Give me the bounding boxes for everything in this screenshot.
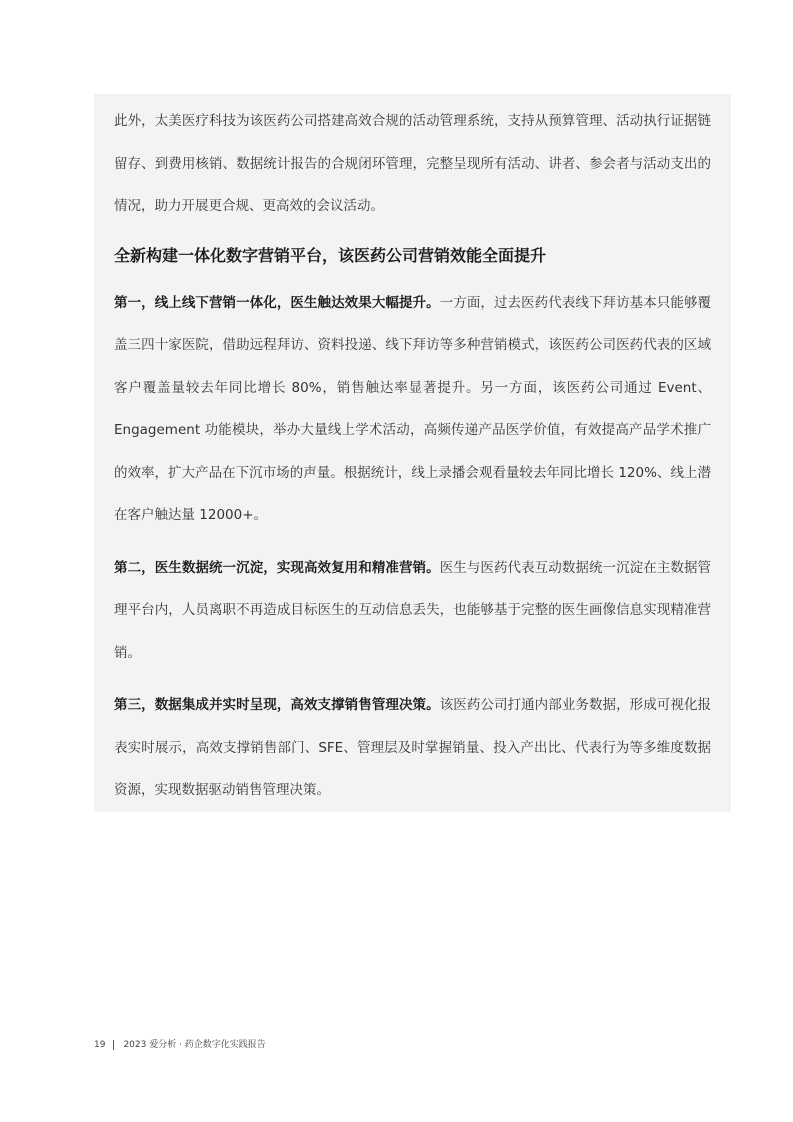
report-title: 2023 爱分析 · 药企数字化实践报告 [123,1040,266,1050]
point-1-body: 一方面，过去医药代表线下拜访基本只能够覆盖三四十家医院，借助远程拜访、资料投递、线下拜访等多种营销模式，该医药公司医药代表的区域客户覆盖量较去年同比增长 80%，销售触达率显著提升。另一方面，该医药公司通过 Event、Engagement 功能模块，举办大量线上学术活动，高频传递产品医学价值，有效提高产品学术推广的效率，扩大产品在下沉市场的声量。根据统计，线上录播会观看量较去年同比增长 120%、线上潜在客户触达量 12000+。 [114,294,712,523]
content-box [94,94,731,812]
point-2-paragraph [114,547,711,675]
point-3-body: 该医药公司打通内部业务数据，形成可视化报表实时展示，高效支撑销售部门、SFE、管理层及时掌握销量、投入产出比、代表行为等多维度数据资源，实现数据驱动销售管理决策。 [114,697,712,798]
point-2-lead: 第二，医生数据统一沉淀，实现高效复用和精准营销。 [114,559,440,576]
page-footer [94,1038,266,1052]
point-1-lead: 第一，线上线下营销一体化，医生触达效果大幅提升。 [114,294,440,311]
section-heading: 全新构建一体化数字营销平台，该医药公司营销效能全面提升 [114,245,547,265]
footer-divider [113,1040,114,1050]
point-3-lead: 第三，数据集成并实时呈现，高效支撑销售管理决策。 [114,697,440,713]
point-1-paragraph [114,282,711,537]
intro-paragraph: 此外，太美医疗科技为该医药公司搭建高效合规的活动管理系统，支持从预算管理、活动执行证据链留存、到费用核销、数据统计报告的合规闭环管理，完整呈现所有活动、讲者、参会者与活动支出的情况，助力开展更合规、更高效的会议活动。 [114,113,711,214]
page-number: 19 [94,1040,106,1050]
point-2-body: 医生与医药代表互动数据统一沉淀在主数据管理平台内，人员离职不再造成目标医生的互动信息丢失，也能够基于完整的医生画像信息实现精准营销。 [114,559,712,661]
point-3-paragraph [114,684,711,812]
